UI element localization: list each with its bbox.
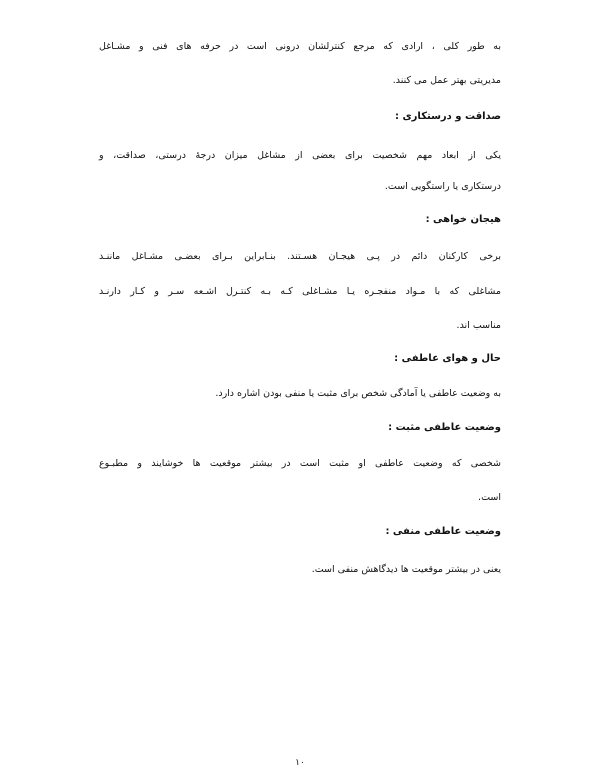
page-number: ۱۰ bbox=[295, 758, 305, 768]
paragraph-line: یکی از ابعاد مهم شخصیت برای بعضی از مشاغل میزان درجۀ درستی، صداقت، و bbox=[99, 150, 501, 161]
paragraph-line: برخی کارکنان دائم در پـی هیجـان هسـتند. بنـابراین بـرای بعضـی مشـاغل ماننـد bbox=[99, 251, 501, 262]
paragraph-line: مشاغلی که با مـواد منفجـره یـا مشـاغلی کـه بـه کنتـرل اشـعه سـر و کـار دارنـد bbox=[99, 286, 501, 297]
paragraph-line: مناسب اند. bbox=[456, 320, 501, 331]
paragraph-line: به وضعیت عاطفی یا آمادگی شخص برای مثبت یا منفی بودن اشاره دارد. bbox=[215, 388, 501, 399]
paragraph-line: یعنی در بیشتر موقعیت ها دیدگاهش منفی است. bbox=[311, 564, 501, 575]
paragraph-line: درستکاری یا راستگویی است. bbox=[384, 181, 501, 192]
section-heading-honesty: صداقت و درستکاری : bbox=[395, 111, 501, 122]
section-heading-affective-mood: حال و هوای عاطفی : bbox=[394, 353, 501, 364]
section-heading-positive-affect: وضعیت عاطفی مثبت : bbox=[388, 422, 501, 433]
paragraph-line: مدیریتی بهتر عمل می کنند. bbox=[392, 75, 501, 86]
section-heading-sensation-seeking: هیجان خواهی : bbox=[425, 214, 501, 225]
paragraph-line: شخصی که وضعیت عاطفی او مثبت است در بیشتر موقعیت ها خوشایند و مطبـوع bbox=[99, 458, 501, 469]
paragraph-line: است. bbox=[478, 492, 501, 503]
paragraph-line: به طور کلی ، ارادی که مرجع کنترلشان درونی است در حرفه های فنی و مشـاغل bbox=[99, 41, 501, 52]
section-heading-negative-affect: وضعیت عاطفی منفی : bbox=[385, 526, 501, 537]
